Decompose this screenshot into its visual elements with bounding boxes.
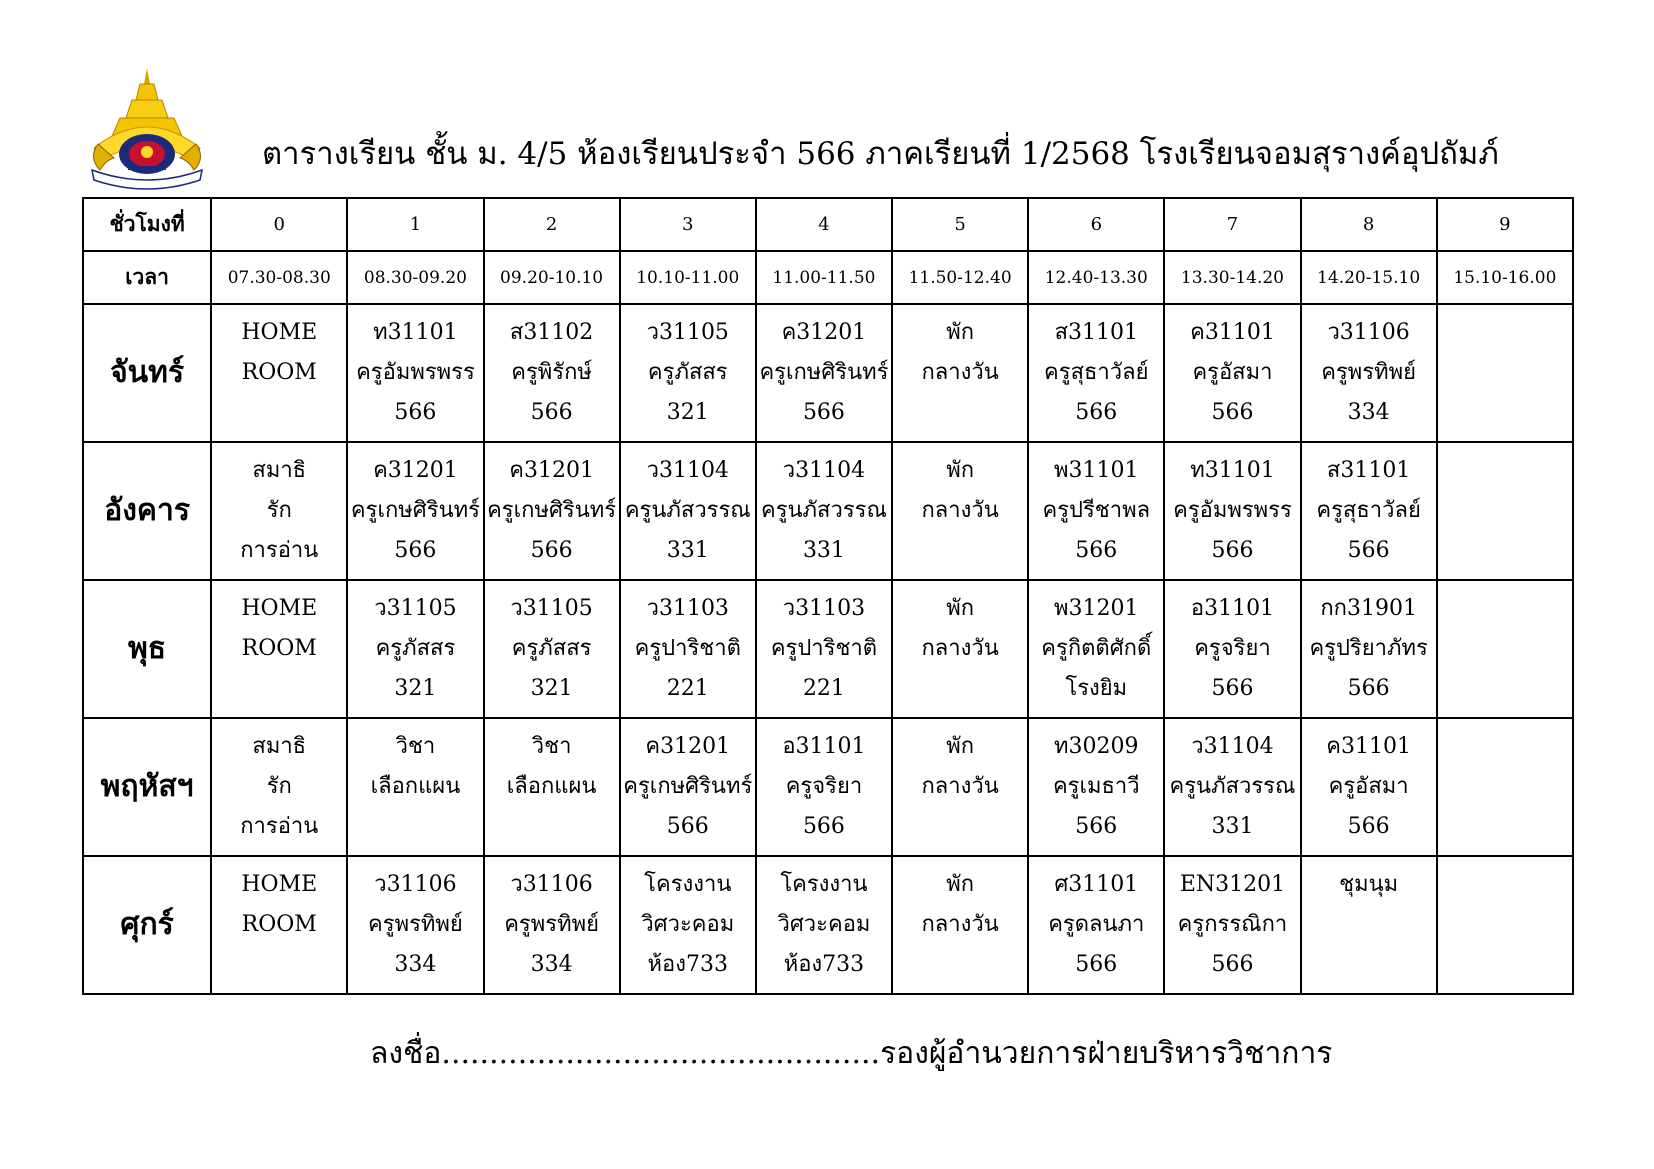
day-name: พุธ [83,580,211,718]
class-cell [620,442,756,580]
period-number: 1 [347,198,483,251]
subject-code: ว31106 [510,872,593,897]
subject-code: ว31105 [374,596,457,621]
class-cell [892,856,1028,994]
teacher-name: ครูพรทิพย์ [504,912,599,937]
subject-code: พัก [946,596,975,621]
class-cell [1301,580,1437,718]
teacher-name: ครูเกษศิรินทร์ [623,774,753,799]
teacher-name: ครูพรทิพย์ [368,912,463,937]
subject-code: ค31201 [645,734,731,759]
class-cell [211,580,347,718]
subject-code [1438,589,1572,629]
teacher-name [1438,353,1572,393]
class-cell [484,304,620,442]
time-header-row [83,251,1573,304]
subject-code: HOME [241,872,318,897]
time-label: เวลา [83,251,211,304]
subject-code: HOME [241,320,318,345]
class-cell [620,304,756,442]
room-number [1438,531,1572,571]
teacher-name [1438,767,1572,807]
teacher-name: ครูจริยา [1194,636,1271,661]
subject-code [1438,313,1572,353]
period-label: ชั่วโมงที่ [83,198,211,251]
class-cell [211,718,347,856]
teacher-name: ครูสุธาวัลย์ [1316,498,1421,523]
teacher-name: ครูนภัสวรรณ [760,498,887,523]
subject-code: วิชา [395,734,436,759]
teacher-name: รัก [266,774,292,799]
teacher-name [1438,629,1572,669]
room-number: โรงยิม [1065,676,1128,701]
subject-code: พัก [946,872,975,897]
subject-code: EN31201 [1179,872,1286,897]
room-number: 566 [1211,676,1254,701]
subject-code [1438,727,1572,767]
room-number [485,807,619,847]
teacher-name: ครูเกษศิรินทร์ [487,498,617,523]
subject-code: ค31201 [373,458,458,483]
class-cell [1028,580,1164,718]
subject-code: พ31201 [1054,596,1139,621]
room-number [893,531,1027,571]
class-cell [1437,580,1573,718]
subject-code: ว31105 [646,320,729,345]
room-number [893,393,1027,433]
subject-code: ท31101 [373,320,458,345]
subject-code: ว31106 [374,872,457,897]
room-number: 566 [802,400,845,425]
room-number [1438,669,1572,709]
class-cell [211,304,347,442]
room-number [1438,393,1572,433]
teacher-name: ครูเมธาวี [1052,774,1140,799]
room-number [1438,807,1572,847]
subject-code: ท30209 [1054,734,1139,759]
teacher-name: ครูภัสสร [511,636,592,661]
teacher-name [1438,905,1572,945]
room-number [212,393,346,433]
class-cell [892,580,1028,718]
teacher-name: ครูพรทิพย์ [1321,360,1416,385]
room-number: 566 [1347,538,1390,563]
subject-code: ส31101 [1326,458,1411,483]
subject-code: โครงงาน [780,872,868,897]
class-cell [211,442,347,580]
day-row [83,718,1573,856]
room-number: 566 [1211,538,1254,563]
class-cell [756,718,892,856]
room-number: 321 [530,676,573,701]
room-number [212,669,346,709]
class-cell [1301,718,1437,856]
room-number: 331 [802,538,845,563]
room-number [893,807,1027,847]
teacher-name: ครูกรรณิกา [1177,912,1288,937]
room-number: 566 [1075,538,1118,563]
room-number: 221 [666,676,709,701]
teacher-name: ครูปาริชาติ [770,636,878,661]
teacher-name: ครูภัสสร [647,360,728,385]
day-row [83,580,1573,718]
period-header-row [83,198,1573,251]
teacher-name: ครูกิตติศักดิ์ [1041,636,1152,661]
class-cell [347,304,483,442]
period-time: 09.20-10.10 [484,251,620,304]
teacher-name: วิศวะคอม [777,912,871,937]
period-time: 08.30-09.20 [347,251,483,304]
teacher-name: ครูจริยา [785,774,863,799]
subject-code: HOME [241,596,318,621]
period-number: 2 [484,198,620,251]
room-number: 334 [394,952,437,977]
class-cell [1301,856,1437,994]
teacher-name: รัก [266,498,292,523]
room-number: 566 [1211,952,1254,977]
room-number [1302,945,1436,985]
class-cell [1164,718,1300,856]
class-cell [1164,856,1300,994]
teacher-name: ครูอัมพรพรร [1173,498,1292,523]
class-cell [1437,718,1573,856]
teacher-name: ครูนภัสวรรณ [624,498,751,523]
subject-code: สมาธิ [252,458,307,483]
subject-code: ว31104 [782,458,866,483]
subject-code: ศ31101 [1054,872,1139,897]
day-name: พฤหัสฯ [83,718,211,856]
teacher-name: ครูภัสสร [375,636,456,661]
teacher-name: กลางวัน [921,360,999,385]
subject-code: ส31102 [509,320,594,345]
room-number: ห้อง733 [647,952,728,977]
class-cell [1028,718,1164,856]
period-time: 15.10-16.00 [1437,251,1573,304]
room-number: การอ่าน [240,538,319,563]
teacher-name: กลางวัน [921,636,999,661]
subject-code: ว31105 [510,596,593,621]
teacher-name: ครูอัสมา [1192,360,1273,385]
teacher-name: เลือกแผน [370,774,461,799]
room-number [1438,945,1572,985]
room-number: 566 [530,400,573,425]
day-row [83,304,1573,442]
teacher-name: ROOM [241,360,317,385]
subject-code: อ31101 [782,734,866,759]
period-number: 6 [1028,198,1164,251]
teacher-name: กลางวัน [921,774,999,799]
teacher-name: กลางวัน [921,498,999,523]
period-number: 3 [620,198,756,251]
room-number: 566 [666,814,709,839]
room-number: การอ่าน [240,814,319,839]
subject-code: ค31101 [1190,320,1275,345]
subject-code: ค31201 [781,320,867,345]
period-number: 4 [756,198,892,251]
class-cell [892,304,1028,442]
teacher-name: วิศวะคอม [641,912,735,937]
school-emblem-icon [84,66,210,194]
subject-code: ว31103 [646,596,729,621]
room-number: ห้อง733 [783,952,865,977]
period-time: 13.30-14.20 [1164,251,1300,304]
teacher-name: ครูอัสมา [1328,774,1409,799]
room-number: 331 [1211,814,1254,839]
subject-code: ค31201 [509,458,594,483]
timetable [82,197,1574,995]
period-number: 9 [1437,198,1573,251]
class-cell [756,304,892,442]
subject-code: ชุมนุม [1339,872,1399,897]
room-number: 566 [1075,814,1118,839]
class-cell [484,718,620,856]
teacher-name: ครูอัมพรพรร [356,360,475,385]
class-cell [892,718,1028,856]
class-cell [1301,442,1437,580]
class-cell [1028,304,1164,442]
subject-code: ว31103 [782,596,866,621]
room-number [212,945,346,985]
teacher-name: ครูปรีชาพล [1042,498,1151,523]
period-time: 11.00-11.50 [756,251,892,304]
day-row [83,856,1573,994]
teacher-name: กลางวัน [921,912,999,937]
room-number: 566 [1347,676,1390,701]
subject-code: พัก [946,320,975,345]
subject-code: อ31101 [1190,596,1275,621]
teacher-name: ROOM [241,912,317,937]
class-cell [347,718,483,856]
day-name: อังคาร [83,442,211,580]
class-cell [484,442,620,580]
class-cell [1028,442,1164,580]
teacher-name [1302,905,1436,945]
class-cell [1164,580,1300,718]
period-number: 5 [892,198,1028,251]
class-cell [1164,304,1300,442]
room-number: 566 [394,400,437,425]
room-number: 321 [394,676,437,701]
day-name: ศุกร์ [83,856,211,994]
room-number: 321 [666,400,709,425]
subject-code: พัก [946,734,975,759]
room-number: 566 [530,538,573,563]
teacher-name: ครูเกษศิรินทร์ [350,498,480,523]
page-title: ตารางเรียน ชั้น ม. 4/5 ห้องเรียนประจำ 566 ภาคเรียนที่ 1/2568 โรงเรียนจอมสุรางค์อุปถัมภ์ [262,136,1499,172]
period-number: 0 [211,198,347,251]
teacher-name: ครูปาริชาติ [634,636,741,661]
teacher-name [1438,491,1572,531]
class-cell [756,856,892,994]
teacher-name: ครูเกษศิรินทร์ [759,360,889,385]
teacher-name: เลือกแผน [506,774,597,799]
room-number: 331 [666,538,709,563]
subject-code [1438,865,1572,905]
subject-code: สมาธิ [252,734,307,759]
class-cell [620,856,756,994]
class-cell [620,580,756,718]
teacher-name: ครูพิรักษ์ [511,360,592,385]
class-cell [1028,856,1164,994]
subject-code: โครงงาน [644,872,732,897]
class-cell [756,442,892,580]
room-number: 334 [530,952,573,977]
room-number [348,807,482,847]
class-cell [484,856,620,994]
period-time: 10.10-11.00 [620,251,756,304]
subject-code: ว31104 [1191,734,1274,759]
subject-code [1438,451,1572,491]
class-cell [211,856,347,994]
class-cell [892,442,1028,580]
class-cell [1437,304,1573,442]
teacher-name: ครูสุธาวัลย์ [1044,360,1149,385]
subject-code: ส31101 [1054,320,1138,345]
subject-code: พัก [946,458,975,483]
teacher-name: ROOM [241,636,317,661]
room-number: 566 [1075,400,1118,425]
day-row [83,442,1573,580]
class-cell [347,442,483,580]
room-number [893,669,1027,709]
teacher-name: ครูนภัสวรรณ [1169,774,1296,799]
room-number: 566 [1075,952,1118,977]
class-cell [1437,856,1573,994]
day-name: จันทร์ [83,304,211,442]
period-time: 12.40-13.30 [1028,251,1164,304]
subject-code: ว31104 [646,458,729,483]
room-number: 221 [802,676,845,701]
teacher-name: ครูดลนภา [1048,912,1145,937]
subject-code: กก31901 [1320,596,1417,621]
class-cell [347,580,483,718]
subject-code: ว31106 [1327,320,1410,345]
subject-code: ท31101 [1190,458,1275,483]
room-number: 566 [802,814,845,839]
class-cell [1164,442,1300,580]
class-cell [756,580,892,718]
class-cell [1437,442,1573,580]
signature-line: ลงชื่อ..............................................รองผู้อำนวยการฝ่ายบริหารวิชาการ [370,1036,1333,1071]
subject-code: วิชา [531,734,572,759]
period-time: 07.30-08.30 [211,251,347,304]
period-number: 7 [1164,198,1300,251]
teacher-name: ครูปริยาภัทร [1309,636,1428,661]
room-number: 566 [1211,400,1254,425]
period-number: 8 [1301,198,1437,251]
subject-code: ค31101 [1326,734,1411,759]
room-number: 566 [1347,814,1390,839]
room-number: 566 [394,538,437,563]
class-cell [484,580,620,718]
room-number [893,945,1027,985]
class-cell [620,718,756,856]
class-cell [347,856,483,994]
period-time: 11.50-12.40 [892,251,1028,304]
subject-code: พ31101 [1054,458,1139,483]
period-time: 14.20-15.10 [1301,251,1437,304]
room-number: 334 [1347,400,1390,425]
class-cell [1301,304,1437,442]
